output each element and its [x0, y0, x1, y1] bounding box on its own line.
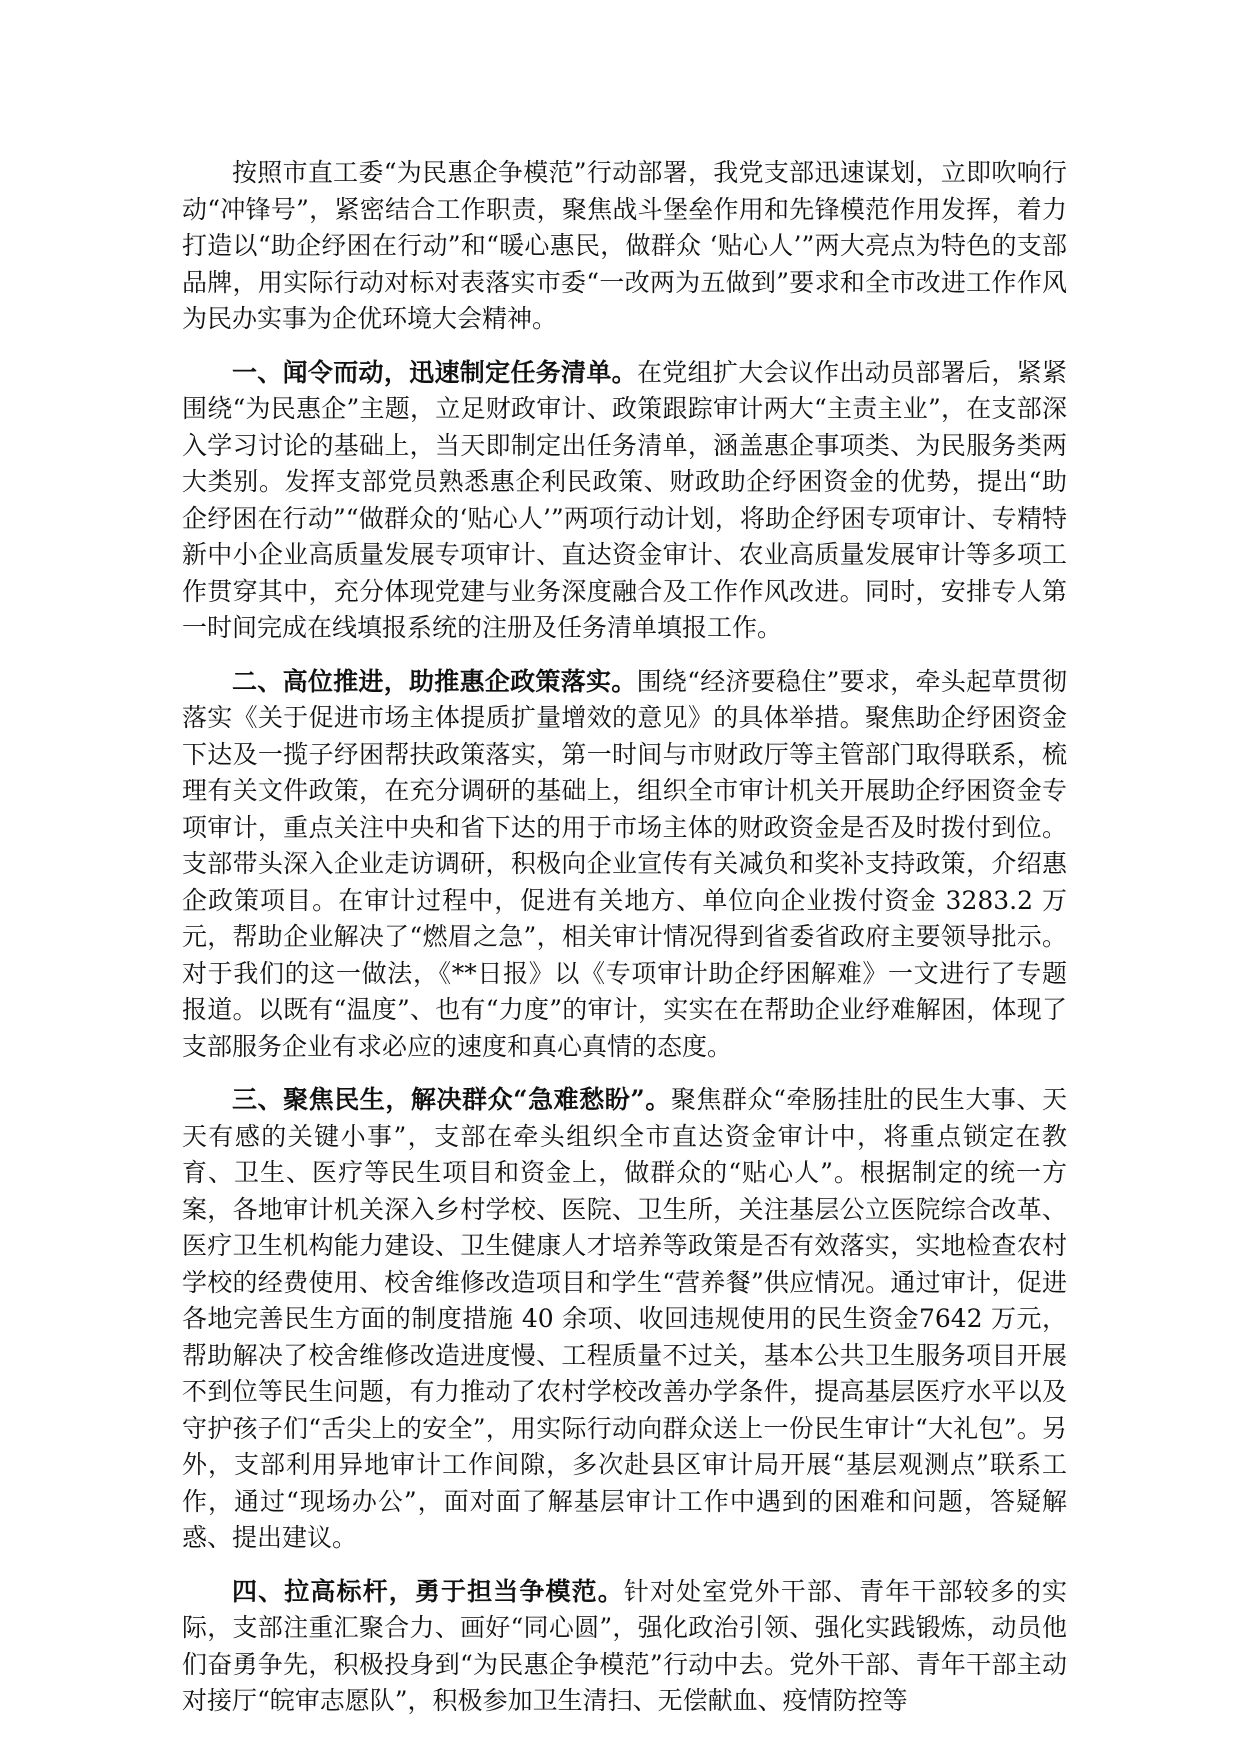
section-4-heading: 四、拉高标杆，勇于担当争模范。	[232, 1576, 624, 1606]
section-1-body: 在党组扩大会议作出动员部署后，紧紧围绕“为民惠企”主题，立足财政审计、政策跟踪审计两大“主责主业”，在支部深入学习讨论的基础上，当天即制定出任务清单，涵盖惠企事项类、为民服务类两大类别。发挥支部党员熟悉惠企利民政策、财政助企纾困资金的优势，提出“助企纾困在行动”“做群众的‘贴心人’”两项行动计划，将助企纾困专项审计、专精特新中小企业高质量发展专项审计、直达资金审计、农业高质量发展审计等多项工作贯穿其中，充分体现党建与业务深度融合及工作作风改进。同时，安排专人第一时间完成在线填报系统的注册及任务清单填报工作。	[182, 357, 1067, 642]
section-2-body: 围绕“经济要稳住”要求，牵头起草贯彻落实《关于促进市场主体提质扩量增效的意见》的具体举措。聚焦助企纾困资金下达及一揽子纾困帮扶政策落实，第一时间与市财政厅等主管部门取得联系，梳理有关文件政策，在充分调研的基础上，组织全市审计机关开展助企纾困资金专项审计，重点关注中央和省下达的用于市场主体的财政资金是否及时拨付到位。支部带头深入企业走访调研，积极向企业宣传有关减负和奖补支持政策，介绍惠企政策项目。在审计过程中，促进有关地方、单位向企业拨付资金 3283.2 万元，帮助企业解决了“燃眉之急”，相关审计情况得到省委省政府主要领导批示。对于我们的这一做法，《**日报》以《专项审计助企纾困解难》一文进行了专题报道。以既有“温度”、也有“力度”的审计，实实在在帮助企业纾难解困，体现了支部服务企业有求必应的速度和真心真情的态度。	[182, 666, 1067, 1061]
section-3-heading: 三、聚焦民生，解决群众“急难愁盼”。	[232, 1085, 671, 1114]
section-2-paragraph	[182, 664, 1067, 1066]
intro-paragraph: 按照市直工委“为民惠企争模范”行动部署，我党支部迅速谋划，立即吹响行动“冲锋号”，紧密结合工作职责，聚焦战斗堡垒作用和先锋模范作用发挥，着力打造以“助企纾困在行动”和“暖心惠民，做群众 ‘贴心人’”两大亮点为特色的支部品牌，用实际行动对标对表落实市委“一改两为五做到”要求和全市改进工作作风为民办实事为企优环境大会精神。	[182, 158, 1067, 333]
section-1-paragraph	[182, 355, 1067, 647]
section-2-heading: 二、高位推进，助推惠企政策落实。	[232, 666, 637, 696]
section-3-body: 聚焦群众“牵肠挂肚的民生大事、天天有感的关键小事”，支部在牵头组织全市直达资金审计中，将重点锁定在教育、卫生、医疗等民生项目和资金上，做群众的“贴心人”。根据制定的统一方案，各地审计机关深入乡村学校、医院、卫生所，关注基层公立医院综合改革、医疗卫生机构能力建设、卫生健康人才培养等政策是否有效落实，实地检查农村学校的经费使用、校舍维修改造项目和学生“营养餐”供应情况。通过审计，促进各地完善民生方面的制度措施 40 余项、收回违规使用的民生资金7642 万元，帮助解决了校舍维修改造进度慢、工程质量不过关，基本公共卫生服务项目开展不到位等民生问题，有力推动了农村学校改善办学条件，提高基层医疗水平以及守护孩子们“舌尖上的安全”，用实际行动向群众送上一份民生审计“大礼包”。另外，支部利用异地审计工作间隙，多次赴县区审计局开展“基层观测点”联系工作，通过“现场办公”，面对面了解基层审计工作中遇到的困难和问题，答疑解惑、提出建议。	[182, 1085, 1067, 1552]
section-3-paragraph	[182, 1082, 1067, 1557]
section-4-body: 针对处室党外干部、青年干部较多的实际，支部注重汇聚合力、画好“同心圆”，强化政治引领、强化实践锻炼，动员他们奋勇争先，积极投身到“为民惠企争模范”行动中去。党外干部、青年干部主动对接厅“皖审志愿队”，积极参加卫生清扫、无偿献血、疫情防控等	[182, 1576, 1067, 1715]
section-4-paragraph	[182, 1574, 1067, 1720]
section-1-heading: 一、闻令而动，迅速制定任务清单。	[232, 357, 637, 387]
document-page	[182, 155, 1067, 1720]
